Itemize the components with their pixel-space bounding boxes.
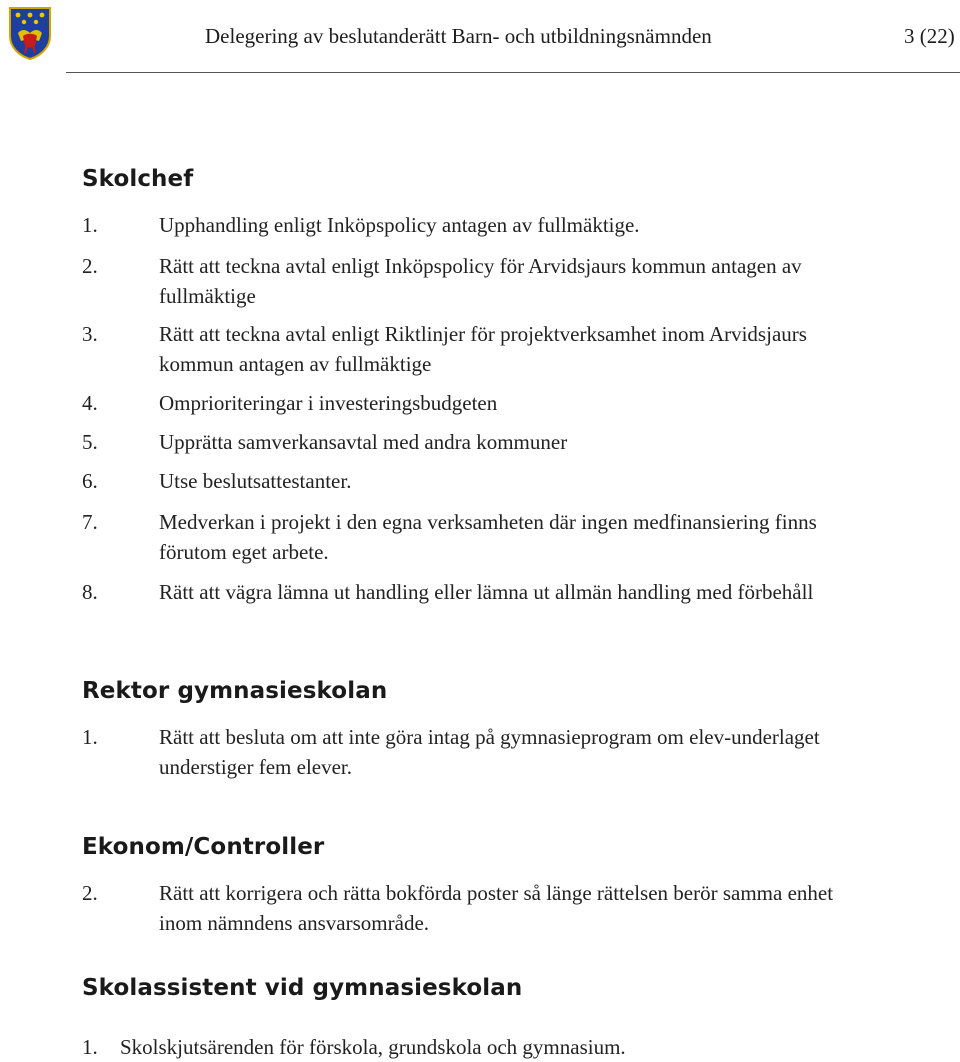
item-text: Medverkan i projekt i den egna verksamheten där ingen medfinansiering finns förutom eget arbete. (159, 510, 817, 564)
section-heading-skolassistent: Skolassistent vid gymnasieskolan (82, 975, 523, 1001)
item-text: Utse beslutsattestanter. (159, 469, 352, 493)
item-text: Omprioriteringar i investeringsbudgeten (159, 391, 498, 415)
document-title: Delegering av beslutanderätt Barn- och utbildningsnämnden (205, 24, 712, 48)
section-heading-skolchef: Skolchef (82, 166, 194, 192)
item-number: 4. (82, 391, 98, 415)
item-text: Rätt att teckna avtal enligt Inköpspolicy för Arvidsjaurs kommun antagen av fullmäktige (159, 254, 802, 308)
item-text: Upphandling enligt Inköpspolicy antagen av fullmäktige. (159, 213, 640, 237)
item-number: 2. (82, 254, 98, 278)
item-number: 5. (82, 430, 98, 454)
item-number: 1. (82, 725, 98, 749)
item-number: 1. (82, 1035, 98, 1059)
item-number: 2. (82, 881, 98, 905)
item-number: 3. (82, 322, 98, 346)
item-number: 6. (82, 469, 98, 493)
item-text: Skolskjutsärenden för förskola, grundskola och gymnasium. (120, 1035, 626, 1059)
item-number: 8. (82, 580, 98, 604)
section-heading-rektor: Rektor gymnasieskolan (82, 678, 388, 704)
item-text: Rätt att besluta om att inte göra intag på gymnasieprogram om elev-underlaget understiger fem elever. (159, 725, 820, 779)
section-heading-ekonom: Ekonom/Controller (82, 834, 325, 860)
item-text: Rätt att teckna avtal enligt Riktlinjer för projektverksamhet inom Arvidsjaurs kommun antagen av fullmäktige (159, 322, 807, 376)
item-number: 7. (82, 510, 98, 534)
page-number: 3 (22) (904, 24, 955, 48)
item-number: 1. (82, 213, 98, 237)
item-text: Rätt att vägra lämna ut handling eller lämna ut allmän handling med förbehåll (159, 580, 814, 604)
item-text: Upprätta samverkansavtal med andra kommuner (159, 430, 568, 454)
item-text: Rätt att korrigera och rätta bokförda poster så länge rättelsen berör samma enhet inom nämndens ansvarsområde. (159, 881, 834, 935)
